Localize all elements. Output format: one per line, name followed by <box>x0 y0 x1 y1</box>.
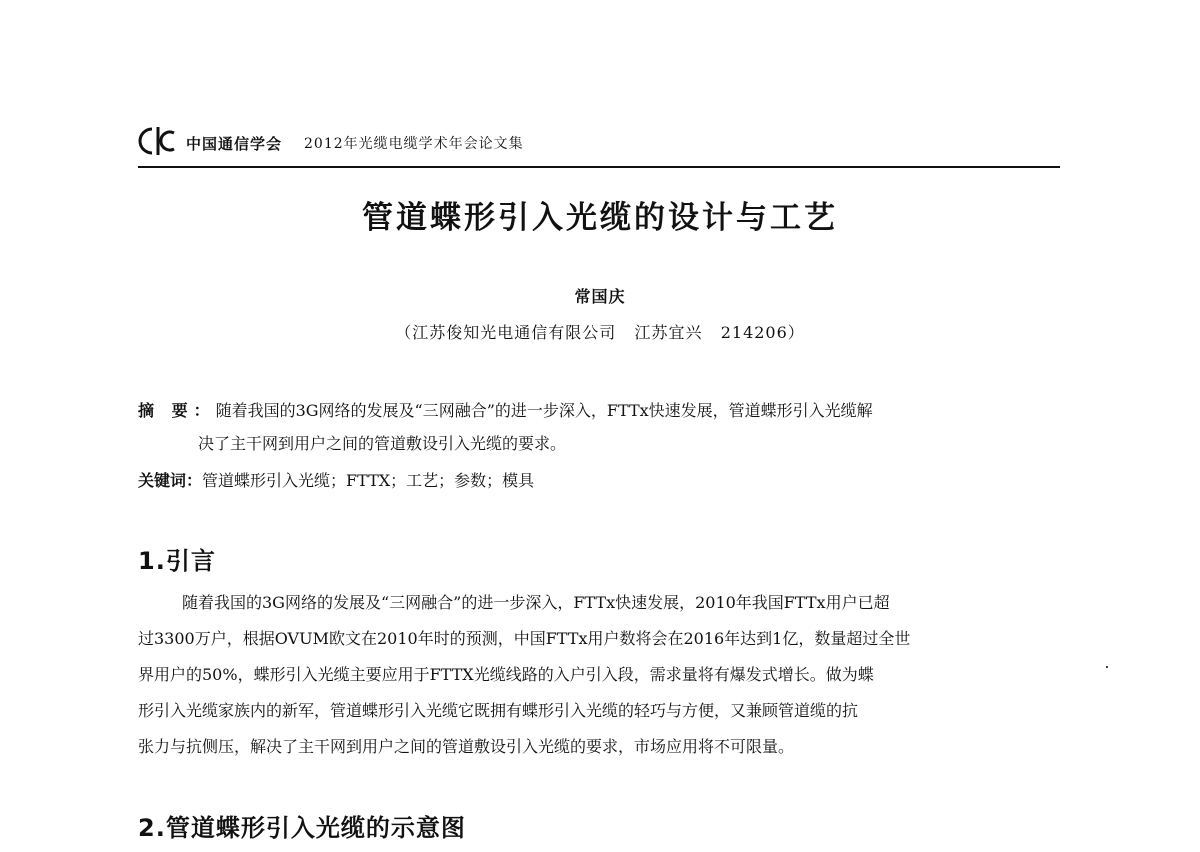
keywords <box>138 464 1068 497</box>
abstract-text-1: 随着我国的3G网络的发展及“三网融合”的进一步深入，FTTx快速发展，管道蝶形引入光缆解 <box>215 401 873 420</box>
abstract-label: 摘 要： <box>138 401 216 420</box>
abstract-line <box>138 394 1068 427</box>
abstract-text-2: 决了主干网到用户之间的管道敷设引入光缆的要求。 <box>198 434 567 453</box>
abstract <box>138 394 1068 460</box>
paragraph-line: 界用户的50%，蝶形引入光缆主要应用于FTTX光缆线路的入户引入段，需求量将有爆发式增长。做为蝶 <box>138 665 874 684</box>
paper-title: 管道蝶形引入光缆的设计与工艺 <box>362 200 838 236</box>
author-name: 常国庆 <box>574 287 626 306</box>
paragraph-line: 过3300万户，根据OVUM欧文在2010年时的预测，中国FTTx用户数将会在2016年达到1亿，数量超过全世 <box>138 629 911 648</box>
section-heading-diagram: 2.管道蝶形引入光缆的示意图 <box>138 814 466 842</box>
keywords-text: 管道蝶形引入光缆；FTTX；工艺；参数；模具 <box>202 471 535 490</box>
proceedings-title: 2012年光缆电缆学术年会论文集 <box>304 136 524 152</box>
introduction-paragraph <box>138 585 1060 765</box>
author-affiliation: （江苏俊知光电通信有限公司 江苏宜兴 214206） <box>395 323 805 342</box>
running-header <box>138 122 1060 168</box>
keywords-label: 关键词： <box>138 471 203 490</box>
paragraph-line: 形引入光缆家族内的新军，管道蝶形引入光缆它既拥有蝶形引入光缆的轻巧与方便，又兼顾管道缆的抗 <box>138 701 859 720</box>
paragraph-line: 随着我国的3G网络的发展及“三网融合”的进一步深入，FTTx快速发展，2010年我国FTTx用户已超 <box>182 593 890 612</box>
society-name: 中国通信学会 <box>186 135 283 153</box>
cic-logo-icon <box>138 124 182 158</box>
section-heading-introduction: 1.引言 <box>138 547 216 575</box>
scan-speck <box>1106 666 1108 668</box>
paragraph-line: 张力与抗侧压，解决了主干网到用户之间的管道敷设引入光缆的要求，市场应用将不可限量。 <box>138 737 795 756</box>
